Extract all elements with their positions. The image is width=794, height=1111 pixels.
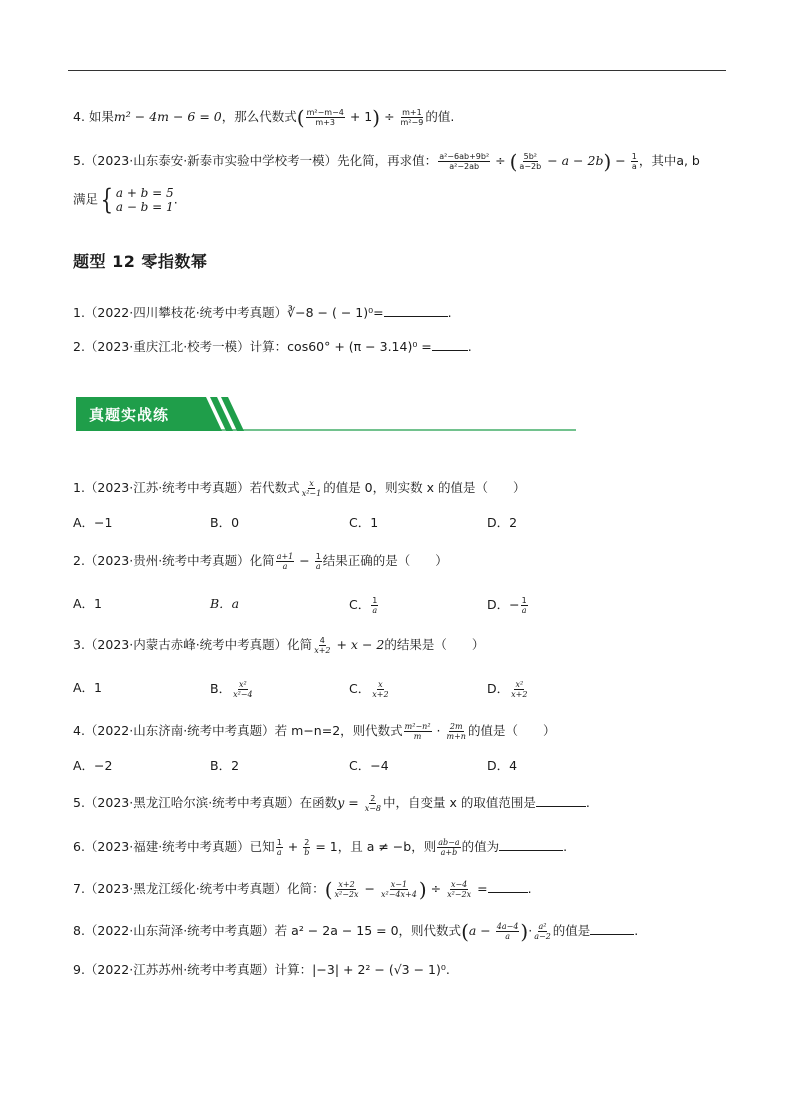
equals-sign: = [477, 881, 488, 896]
q5-condition-suffix: . [173, 191, 178, 207]
fraction: $\frac{1}{a}$ [276, 838, 282, 857]
fraction: $\frac{m+1}{\text{m²−9}}$ [400, 108, 424, 127]
option-c[interactable]: C．1 [349, 515, 379, 530]
fraction: $\frac{1}{a}$ [315, 552, 321, 571]
equation-system [98, 183, 174, 216]
fraction: $\frac{a+1}{a}$ [276, 552, 294, 571]
option-c-label: C． [349, 597, 371, 612]
system-eq-2: a − b = 1 [115, 200, 174, 214]
option-d-label: D． [487, 681, 510, 696]
p-q2-prefix: 2.（2023·贵州·统考中考真题）化简 [73, 553, 275, 568]
p-q5-prefix: 5.（2023·黑龙江哈尔滨·统考中考真题）在函数 [73, 795, 338, 810]
fraction: $\frac{x-1}{\text{x²−4x+4}}$ [380, 880, 417, 899]
banner-label: 真题实战练 [89, 406, 170, 424]
option-b[interactable]: B．0 [210, 515, 240, 530]
q5-condition-prefix: 满足 [73, 191, 99, 207]
option-d[interactable]: D．4 [487, 758, 518, 773]
p-q5-suffix: 中，自变量 x 的取值范围是 [383, 795, 536, 810]
p-q8-end: . [634, 923, 639, 938]
right-paren: ) [418, 877, 427, 902]
fraction: $\frac{1}{a}$ [372, 596, 378, 615]
right-paren: ) [520, 919, 529, 944]
option-b[interactable] [210, 596, 239, 612]
option-d[interactable] [487, 680, 529, 699]
divide-sign: ÷ [430, 881, 442, 896]
fraction: $\frac{\text{m²−m−4}}{m+3}$ [306, 108, 344, 127]
option-b[interactable] [210, 680, 255, 699]
p-q5-end: . [585, 795, 590, 810]
p-q3-rest: + x − 2 [336, 637, 385, 652]
p-q6-end: . [563, 839, 568, 854]
answer-blank [384, 304, 448, 317]
p-q6-mid: = 1，且 a ≠ −b，则 [315, 839, 437, 854]
option-a[interactable]: A．−2 [73, 758, 113, 773]
answer-blank [536, 794, 586, 807]
fraction: $\frac{x}{\text{x²−1}}$ [301, 479, 322, 498]
p-q5-y: y = [337, 795, 359, 810]
left-paren: ( [461, 919, 469, 944]
s12-question-1 [73, 304, 452, 321]
option-d[interactable] [487, 596, 529, 615]
p-q4-suffix: 的值是（ ） [467, 723, 556, 738]
question-4 [73, 105, 455, 130]
minus-sign: − [364, 881, 375, 896]
fraction: $\frac{\text{x²}}{\text{x²−4}}$ [233, 680, 253, 699]
minus-sign: − [615, 153, 626, 168]
plus-sign: + [287, 839, 299, 854]
p-q4-prefix: 4.（2022·山东济南·统考中考真题）若 m−n=2，则代数式 [73, 723, 403, 738]
fraction: $\frac{1}{a}$ [521, 596, 527, 615]
option-a[interactable]: A．1 [73, 680, 103, 695]
practice-banner [76, 397, 576, 431]
q4-equation: m² − 4m − 6 = 0 [113, 109, 222, 124]
option-b-label: B．a [210, 596, 240, 611]
fraction: $\frac{1}{a}$ [631, 152, 637, 171]
option-c[interactable] [349, 680, 391, 699]
header-rule [68, 70, 726, 71]
p-question-5 [73, 794, 590, 813]
option-a[interactable]: A．−1 [73, 515, 113, 530]
option-c[interactable] [349, 596, 379, 615]
s12-q2-text: 2.（2023·重庆江北·校考一模）计算：cos60° + (π − 3.14)⁰ = [73, 339, 432, 354]
fraction: $\frac{ab-a}{a+b}$ [438, 838, 460, 857]
dot-sign: · [436, 723, 441, 738]
q4-suffix: 的值. [425, 109, 455, 124]
p-q8-suffix: 的值是 [552, 923, 591, 938]
option-c-label: C． [349, 681, 371, 696]
option-b[interactable]: B．2 [210, 758, 240, 773]
answer-blank [590, 922, 634, 935]
option-d-label: D．− [487, 597, 520, 612]
p-q6-prefix: 6.（2023·福建·统考中考真题）已知 [73, 839, 275, 854]
fraction: $\frac{\text{a²}}{a-2}$ [534, 922, 551, 941]
left-brace: { [100, 183, 114, 216]
p-question-3 [73, 636, 484, 655]
minus-sign: − [299, 553, 310, 568]
q5-prefix: 5.（2023·山东泰安·新泰市实验中学校考一模）先化简，再求值： [73, 153, 438, 168]
fraction: $\frac{2m}{m+n}$ [446, 722, 466, 741]
option-c[interactable]: C．−4 [349, 758, 389, 773]
p-question-1 [73, 479, 525, 498]
q5-rest: − a − 2b [547, 153, 604, 168]
p-question-8 [73, 919, 639, 944]
left-paren: ( [324, 877, 333, 902]
q4-mid: ，那么代数式 [221, 109, 297, 124]
fraction: $\frac{4}{x+2}$ [314, 636, 331, 655]
p-q3-prefix: 3.（2023·内蒙古赤峰·统考中考真题）化简 [73, 637, 313, 652]
p-q2-suffix: 结果正确的是（ ） [322, 553, 448, 568]
option-b-label: B． [210, 681, 232, 696]
p-q8-a-minus: a − [468, 923, 491, 938]
p-question-7 [73, 877, 532, 902]
answer-blank [432, 338, 468, 351]
answer-blank [499, 838, 563, 851]
fraction: $\frac{\text{a²−6ab+9b²}}{\text{a²−2ab}}$ [439, 152, 490, 171]
option-a[interactable]: A．1 [73, 596, 103, 611]
q4-plus-one: + 1 [349, 109, 373, 124]
fraction: $\frac{\text{5b²}}{a-2b}$ [519, 152, 542, 171]
s12-question-2 [73, 338, 472, 355]
answer-blank [488, 880, 528, 893]
fraction: $\frac{\text{x²}}{x+2}$ [511, 680, 528, 699]
p-question-2 [73, 552, 448, 571]
question-5 [73, 149, 700, 174]
left-paren: ( [296, 105, 305, 130]
system-eq-1: a + b = 5 [115, 186, 174, 200]
p-q7-end: . [527, 881, 532, 896]
p-q7-prefix: 7.（2023·黑龙江绥化·统考中考真题）化简： [73, 881, 325, 896]
section-title: 题型 12 零指数幂 [73, 252, 208, 271]
p-q3-suffix: 的结果是（ ） [384, 637, 485, 652]
left-paren: ( [509, 149, 518, 174]
fraction: $\frac{\text{m²−n²}}{m}$ [404, 722, 431, 741]
p-q1-prefix: 1.（2023·江苏·统考中考真题）若代数式 [73, 480, 300, 495]
p-question-9: 9.（2022·江苏苏州·统考中考真题）计算：|−3| + 2² − (√3 − 1)⁰. [73, 962, 450, 977]
option-d[interactable]: D．2 [487, 515, 518, 530]
s12-q1-text: 1.（2022·四川攀枝花·统考中考真题）∛−8 − ( − 1)⁰= [73, 305, 384, 320]
s12-q2-end: . [467, 339, 472, 354]
fraction: $\frac{x}{x+2}$ [372, 680, 389, 699]
s12-q1-end: . [447, 305, 452, 320]
fraction: $\frac{2}{b}$ [304, 838, 310, 857]
p-q8-prefix: 8.（2022·山东菏泽·统考中考真题）若 a² − 2a − 15 = 0，则代数式 [73, 923, 462, 938]
p-question-4 [73, 722, 555, 741]
dot-sign: · [528, 923, 533, 938]
fraction: $\frac{4a-4}{a}$ [496, 922, 519, 941]
fraction: $\frac{x+2}{\text{x²−2x}}$ [334, 880, 359, 899]
right-paren: ) [372, 105, 381, 130]
right-paren: ) [603, 149, 612, 174]
p-q1-suffix: 的值是 0，则实数 x 的值是（ ） [323, 480, 526, 495]
p-q6-suffix: 的值为 [461, 839, 500, 854]
divide-sign: ÷ [495, 153, 506, 168]
q5-suffix: ，其中a, b [638, 153, 700, 168]
divide-sign: ÷ [384, 109, 395, 124]
fraction: $\frac{2}{x-8}$ [364, 794, 381, 813]
q4-prefix: 4. 如果 [73, 109, 114, 124]
question-5-condition [73, 183, 178, 216]
p-question-6 [73, 838, 567, 857]
fraction: $\frac{x-4}{\text{x²−2x}}$ [447, 880, 472, 899]
